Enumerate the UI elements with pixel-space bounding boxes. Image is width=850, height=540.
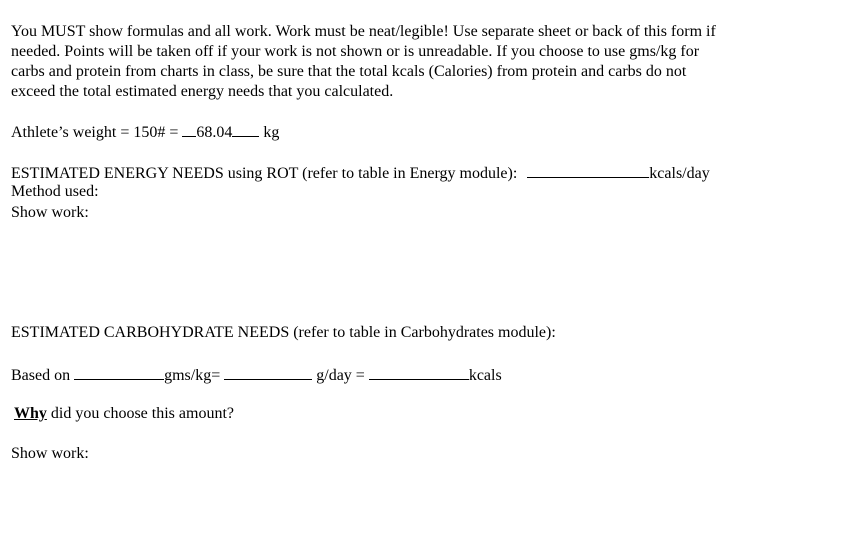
carb-work-label: Show work: [11, 445, 89, 462]
energy-needs-line [11, 162, 710, 184]
weight-unit: kg [259, 124, 280, 141]
carb-needs-heading: ESTIMATED CARBOHYDRATE NEEDS (refer to table in Carbohydrates module): [11, 324, 556, 341]
carb-calc-line [11, 364, 502, 386]
carb-gkg-blank[interactable] [74, 364, 164, 380]
carb-kcals-label: kcals [468, 367, 502, 384]
energy-heading: ESTIMATED ENERGY NEEDS using ROT (refer to table in Energy module): [11, 165, 518, 182]
weight-blank-right [232, 121, 259, 137]
athlete-weight-line [11, 121, 279, 143]
worksheet [11, 22, 811, 462]
carb-gkg-label: gms/kg= [164, 367, 221, 384]
weight-value[interactable]: 68.04 [196, 124, 233, 141]
carb-kcals-blank[interactable] [369, 364, 469, 380]
instructions-line-3: carbs and protein from charts in class, be sure that the total kcals (Calories) from protein and carbs do not [11, 63, 687, 80]
weight-blank-left [182, 121, 196, 137]
carb-gday-blank[interactable] [224, 364, 312, 380]
weight-prefix: Athlete’s weight = 150# = [11, 124, 183, 141]
energy-work-label: Show work: [11, 204, 89, 221]
carb-based-on: Based on [11, 367, 75, 384]
energy-kcals-blank[interactable] [527, 162, 649, 178]
energy-method-label: Method used: [11, 183, 99, 200]
carb-why-line [14, 404, 234, 424]
instructions [11, 22, 811, 102]
energy-unit: kcals/day [649, 165, 710, 182]
carb-why-rest: did you choose this amount? [46, 405, 234, 422]
instructions-line-1: You MUST show formulas and all work. Work must be neat/legible! Use separate sheet or back of this form if [11, 23, 716, 40]
instructions-line-4: exceed the total estimated energy needs that you calculated. [11, 83, 394, 100]
carb-why-bold: Why [14, 405, 47, 422]
instructions-line-2: needed. Points will be taken off if your work is not shown or is unreadable. If you choose to use gms/kg for [11, 43, 700, 60]
carb-gday-label: g/day = [312, 367, 369, 384]
